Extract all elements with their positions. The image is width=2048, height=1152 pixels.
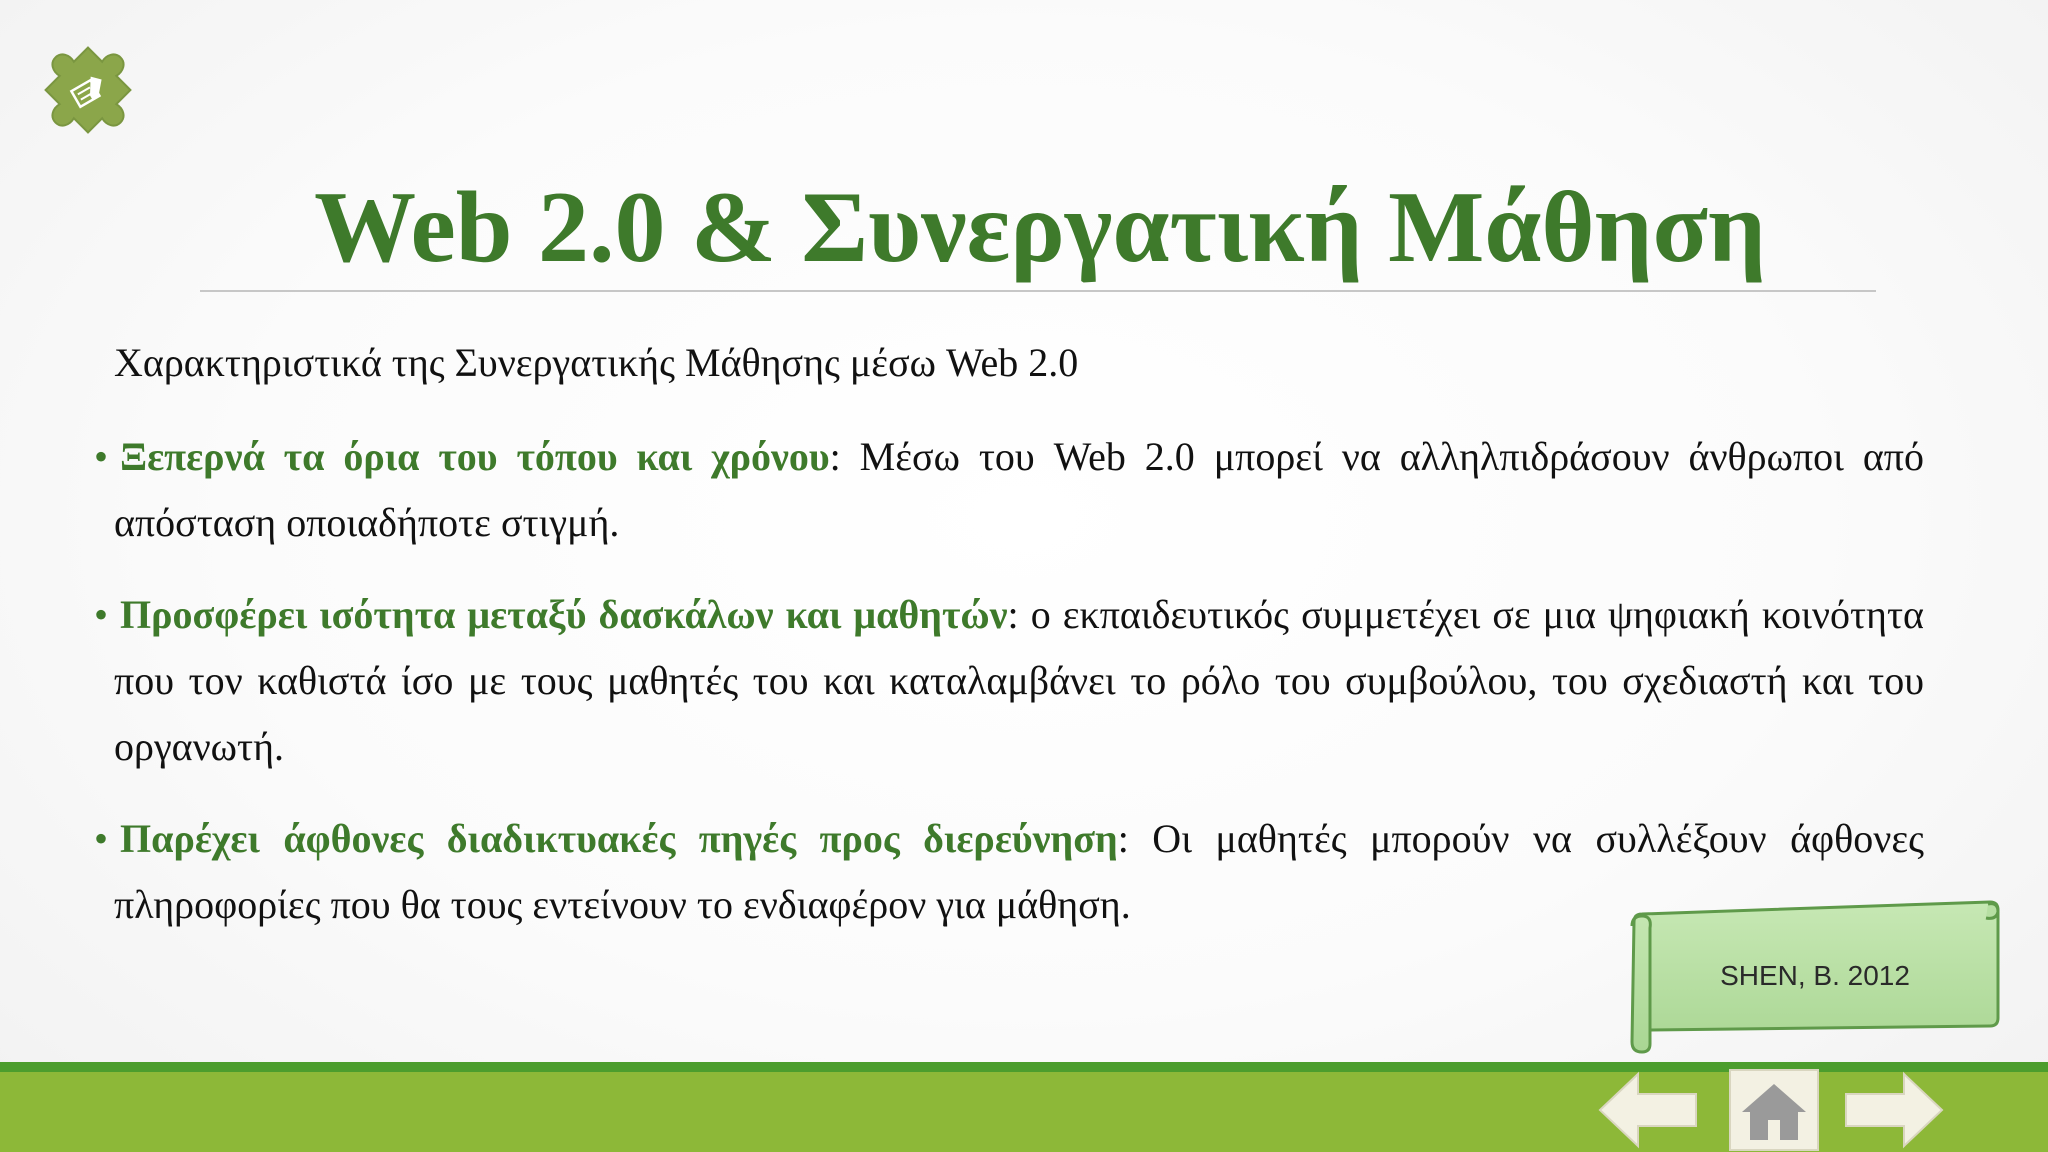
intro-text: Χαρακτηριστικά της Συνεργατικής Μάθησης μέσω Web 2.0 bbox=[114, 340, 1079, 385]
bullet-lead: Προσφέρει ισότητα μεταξύ δασκάλων και μαθητών bbox=[120, 592, 1008, 637]
bullet-item bbox=[96, 582, 1924, 780]
slide-title: Web 2.0 & Συνεργατική Μάθηση bbox=[314, 171, 1766, 284]
bullet-item bbox=[96, 424, 1924, 556]
title-divider bbox=[200, 290, 1876, 292]
bullet-dot: • bbox=[94, 816, 109, 861]
bullet-dot: • bbox=[94, 592, 109, 637]
bullet-text: : ο εκπαιδευτικός συμμετέχει σε μια ψηφιακή κοινότητα που τον καθιστά ίσο με τους μαθητές του και καταλαμβάνει το ρόλο του συμβούλου, του σχεδιαστή και του οργανωτή. bbox=[114, 592, 1924, 769]
puzzle-piece-pencil-icon bbox=[22, 24, 154, 156]
bullet-dot: • bbox=[94, 434, 109, 479]
slide-content bbox=[96, 330, 1924, 964]
reference-label: SHEN, B. 2012 bbox=[1720, 960, 1910, 991]
bullet-text: : Οι μαθητές μπορούν να συλλέξουν άφθονες πληροφορίες που θα τους εντείνουν το ενδιαφέρον για μάθηση. bbox=[114, 816, 1925, 927]
bullet-lead: Ξεπερνά τα όρια του τόπου και χρόνου bbox=[120, 434, 830, 479]
bullet-lead: Παρέχει άφθονες διαδικτυακές πηγές προς διερεύνηση bbox=[120, 816, 1118, 861]
bullet-text: : Μέσω του Web 2.0 μπορεί να αλληλπιδράσουν άνθρωποι από απόσταση οποιαδήποτε στιγμή. bbox=[114, 434, 1924, 545]
home-icon[interactable] bbox=[1728, 1068, 1820, 1152]
arrow-left-icon[interactable] bbox=[1596, 1068, 1700, 1152]
arrow-right-icon[interactable] bbox=[1842, 1068, 1946, 1152]
